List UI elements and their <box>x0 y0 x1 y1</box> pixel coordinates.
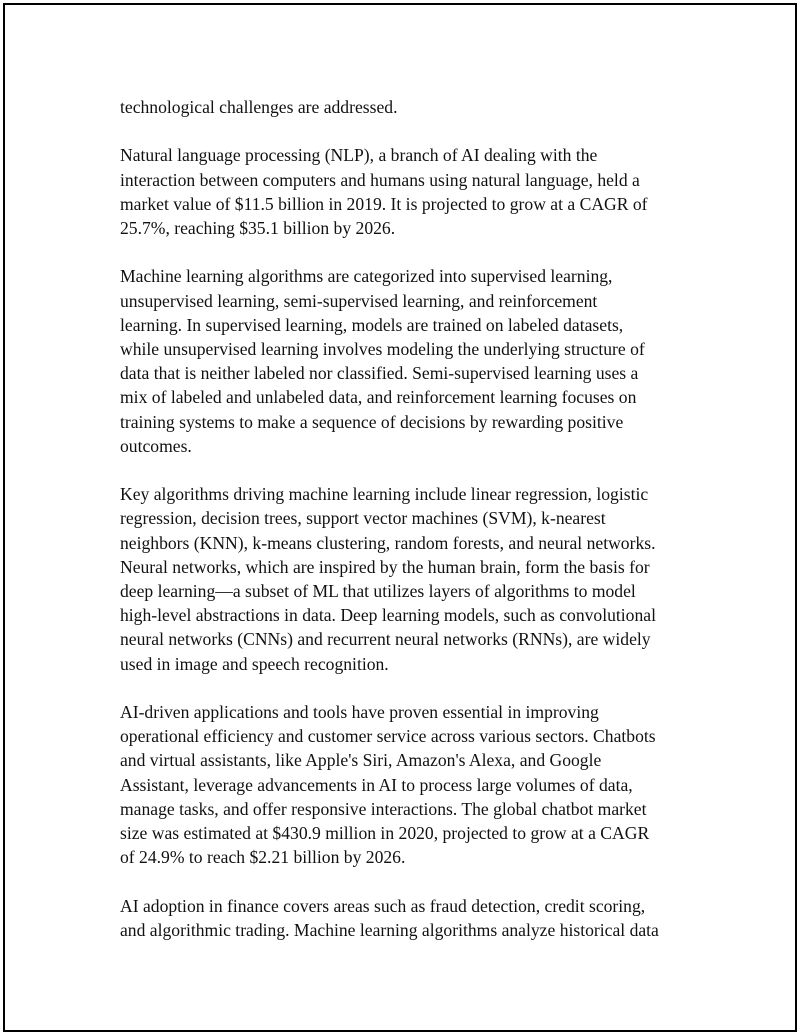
text-line: mix of labeled and unlabeled data, and reinforcement learning focuses on <box>120 387 637 408</box>
paragraph-2 <box>120 143 692 240</box>
text-line: Neural networks, which are inspired by the human brain, form the basis for <box>120 556 650 577</box>
text-line: data that is neither labeled nor classified. Semi-supervised learning uses a <box>120 363 639 384</box>
text-line: AI adoption in finance covers areas such as fraud detection, credit scoring, <box>120 895 646 916</box>
text-line: outcomes. <box>120 435 192 456</box>
paragraph-1 <box>120 95 692 119</box>
text-line: 25.7%, reaching $35.1 billion by 2026. <box>120 218 396 238</box>
text-line: training systems to make a sequence of decisions by rewarding positive <box>120 411 624 432</box>
text-line: regression, decision trees, support vector machines (SVM), k-nearest <box>120 508 606 529</box>
text-line: manage tasks, and offer responsive interactions. The global chatbot market <box>120 798 647 819</box>
text-line: learning. In supervised learning, models are trained on labeled datasets, <box>120 314 624 335</box>
text-line: size was estimated at $430.9 million in 2020, projected to grow at a CAGR <box>120 823 650 844</box>
text-line: AI-driven applications and tools have proven essential in improving <box>120 702 599 723</box>
paragraph-3 <box>120 264 692 458</box>
text-line: high-level abstractions in data. Deep learning models, such as convolutional <box>120 605 656 626</box>
text-line: Assistant, leverage advancements in AI to process large volumes of data, <box>120 774 633 795</box>
text-line: neighbors (KNN), k-means clustering, random forests, and neural networks. <box>120 532 656 553</box>
text-line: while unsupervised learning involves modeling the underlying structure of <box>120 339 645 359</box>
paragraph-4 <box>120 482 692 676</box>
text-line: Machine learning algorithms are categorized into supervised learning, <box>120 266 613 287</box>
text-line: Key algorithms driving machine learning include linear regression, logistic <box>120 484 649 505</box>
text-line: technological challenges are addressed. <box>120 97 398 117</box>
text-line: used in image and speech recognition. <box>120 653 389 674</box>
text-line: and algorithmic trading. Machine learning algorithms analyze historical data <box>120 919 659 940</box>
text-line: deep learning—a subset of ML that utilizes layers of algorithms to model <box>120 581 636 602</box>
text-line: and virtual assistants, like Apple's Siri, Amazon's Alexa, and Google <box>120 750 602 771</box>
page-border <box>3 3 797 1032</box>
text-line: neural networks (CNNs) and recurrent neural networks (RNNs), are widely <box>120 629 651 650</box>
paragraph-6 <box>120 894 692 942</box>
text-line: unsupervised learning, semi-supervised learning, and reinforcement <box>120 290 598 311</box>
text-line: market value of $11.5 billion in 2019. It is projected to grow at a CAGR of <box>120 193 648 214</box>
text-line: of 24.9% to reach $2.21 billion by 2026. <box>120 847 406 868</box>
paragraph-5 <box>120 700 692 869</box>
document-body <box>120 95 692 966</box>
text-line: operational efficiency and customer service across various sectors. Chatbots <box>120 726 656 747</box>
text-line: Natural language processing (NLP), a branch of AI dealing with the <box>120 145 598 166</box>
text-line: interaction between computers and humans using natural language, held a <box>120 169 640 190</box>
